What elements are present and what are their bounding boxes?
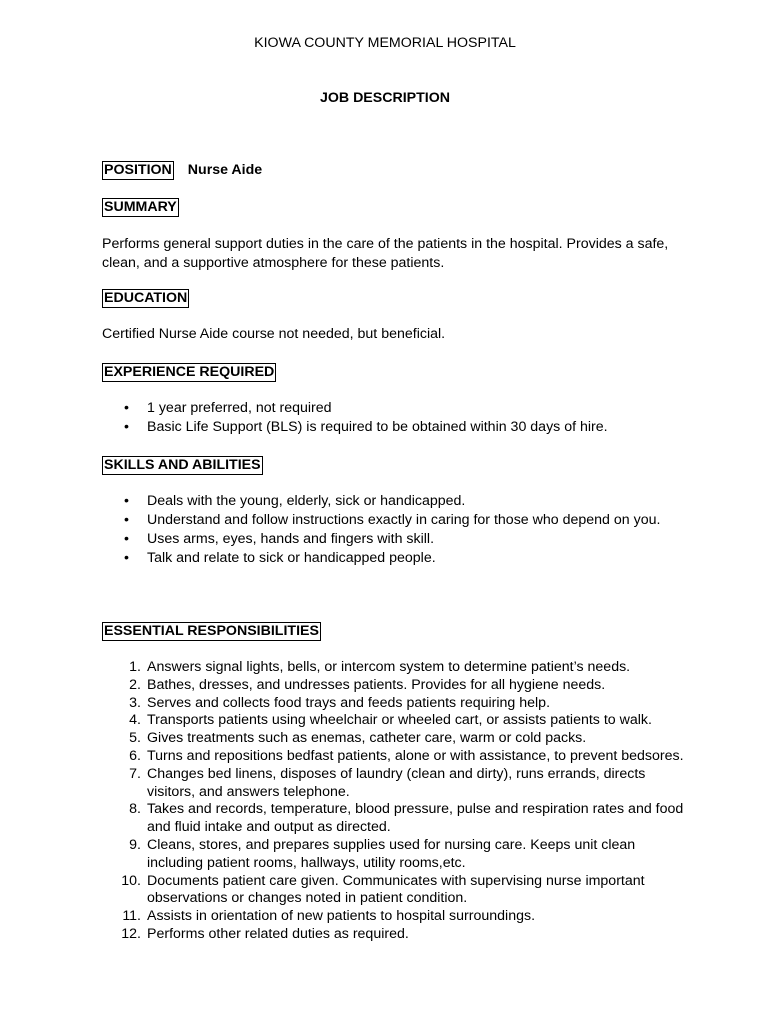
item-number: 12. (121, 925, 141, 942)
list-item (102, 926, 692, 944)
list-item (102, 712, 692, 730)
item-number: 4. (129, 712, 141, 729)
skills-list-block (102, 492, 682, 568)
skills-list (102, 492, 682, 568)
item-text: Documents patient care given. Communicates with supervising nurse important observations or changes noted in patient condition. (147, 872, 645, 907)
item-text: Answers signal lights, bells, or intercom system to determine patient’s needs. (147, 659, 631, 675)
list-item (102, 837, 692, 873)
experience-list (102, 399, 687, 437)
responsibilities-list (102, 659, 692, 944)
item-text: Takes and records, temperature, blood pressure, pulse and respiration rates and food and fluid intake and output as directed. (147, 801, 684, 836)
item-number: 3. (129, 694, 141, 711)
item-text: Bathes, dresses, and undresses patients. Provides for all hygiene needs. (147, 676, 606, 693)
education-text-block (102, 325, 687, 344)
list-item: • 1 year preferred, not required (102, 399, 687, 418)
summary-text: Performs general support duties in the care of the patients in the hospital. Provides a safe, clean, and a supportive atmosphere for these patients. (102, 236, 669, 271)
item-text: Transports patients using wheelchair or wheeled cart, or assists patients to walk. (147, 712, 652, 729)
item-number: 8. (129, 801, 141, 818)
list-item (102, 677, 692, 695)
list-item: • Uses arms, eyes, hands and fingers with skill. (102, 530, 682, 549)
skills-section (102, 456, 687, 475)
summary-section (102, 198, 687, 217)
item-text: Turns and repositions bedfast patients, alone or with assistance, to prevent bedsores. (147, 747, 684, 764)
item-text: Changes bed linens, disposes of laundry (clean and dirty), runs errands, directs visitors, and answers telephone. (147, 765, 646, 800)
item-number: 10. (121, 872, 141, 889)
hospital-name: KIOWA COUNTY MEMORIAL HOSPITAL (254, 35, 516, 51)
responsibilities-list-block (102, 659, 692, 944)
position-row (102, 161, 687, 180)
list-item (102, 748, 692, 766)
list-item: • Understand and follow instructions exactly in caring for those who depend on you. (102, 511, 682, 530)
list-item (102, 801, 692, 837)
item-number: 5. (129, 730, 141, 747)
skills-heading: SKILLS AND ABILITIES (104, 457, 261, 473)
summary-heading: SUMMARY (104, 199, 177, 215)
list-item (102, 908, 692, 926)
experience-heading: EXPERIENCE REQUIRED (104, 364, 275, 380)
item-number: 11. (122, 908, 141, 925)
list-item (102, 873, 692, 909)
document-title: JOB DESCRIPTION (319, 90, 451, 106)
item-text: Cleans, stores, and prepares supplies used for nursing care. Keeps unit clean including patient rooms, hallways, utility rooms,etc. (147, 836, 636, 871)
position-label: POSITION (104, 162, 172, 178)
item-number: 7. (129, 765, 141, 782)
item-text: Performs other related duties as required. (147, 925, 409, 942)
list-item (102, 730, 692, 748)
item-number: 1. (129, 659, 141, 675)
list-item (102, 766, 692, 802)
responsibilities-heading: ESSENTIAL RESPONSIBILITIES (104, 623, 319, 639)
education-text: Certified Nurse Aide course not needed, but beneficial. (102, 326, 446, 342)
education-section (102, 289, 687, 308)
list-item: • Deals with the young, elderly, sick or handicapped. (102, 492, 682, 511)
item-number: 6. (129, 747, 141, 764)
responsibilities-section (102, 622, 687, 641)
item-number: 9. (129, 836, 141, 853)
item-text: Serves and collects food trays and feeds patients requiring help. (147, 694, 551, 711)
list-item (102, 695, 692, 713)
position-value: Nurse Aide (187, 162, 263, 178)
item-text: Gives treatments such as enemas, catheter care, warm or cold packs. (147, 730, 587, 747)
experience-section (102, 363, 687, 382)
list-item (102, 659, 692, 677)
item-number: 2. (129, 676, 141, 693)
item-text: Assists in orientation of new patients to hospital surroundings. (147, 908, 536, 925)
education-heading: EDUCATION (104, 290, 188, 306)
summary-text-block (102, 235, 682, 273)
list-item: • Talk and relate to sick or handicapped people. (102, 549, 682, 568)
experience-list-block (102, 399, 687, 437)
list-item: • Basic Life Support (BLS) is required to be obtained within 30 days of hire. (102, 418, 687, 437)
